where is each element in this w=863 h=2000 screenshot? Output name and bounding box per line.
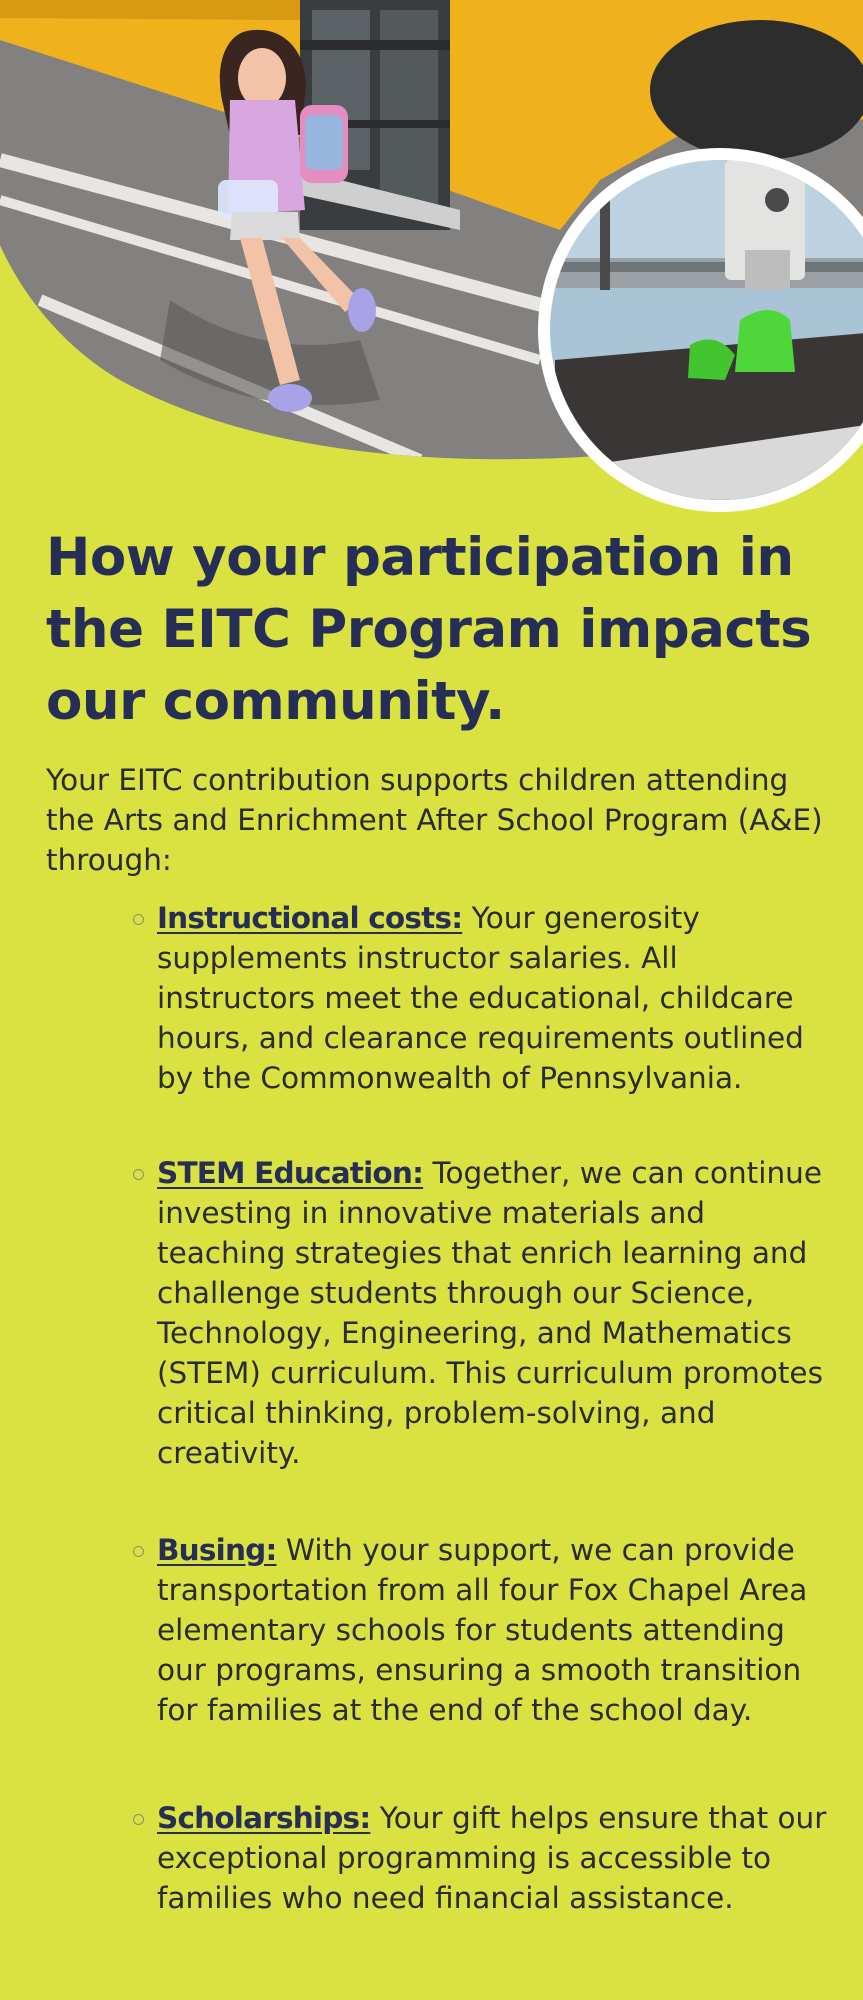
intro-paragraph: Your EITC contribution supports children attending the Arts and Enrichment After School Program (A&E) through: — [46, 763, 823, 877]
bullet-circle-icon — [133, 1814, 144, 1825]
hero-illustration — [0, 0, 863, 540]
bullet-circle-icon — [133, 1169, 144, 1180]
list-item-instructional-costs — [157, 898, 827, 1098]
hero-images — [0, 0, 863, 540]
item-title: Instructional costs: — [157, 901, 463, 935]
list-item-stem-education — [157, 1153, 827, 1473]
bullet-circle-icon — [133, 1546, 144, 1557]
item-text: Together, we can continue investing in innovative materials and teaching strategies that enrich learning and challenge students through our Science, Technology, Engineering, and Mathematics (STEM) curriculum. This curriculum promotes critical thinking, problem-solving, and creativity. — [157, 1156, 823, 1470]
bullet-circle-icon — [133, 914, 144, 925]
item-text: With your support, we can provide transportation from all four Fox Chapel Area elementary schools for students attending our programs, ensuring a smooth transition for families at the end of the school day. — [157, 1533, 808, 1727]
list-item-scholarships — [157, 1798, 827, 1918]
item-text: Your generosity supplements instructor salaries. All instructors meet the educational, childcare hours, and clearance requirements outlined by the Commonwealth of Pennsylvania. — [157, 901, 804, 1095]
item-text: Your gift helps ensure that our exceptional programming is accessible to families who need financial assistance. — [157, 1801, 827, 1915]
item-title: Busing: — [157, 1533, 277, 1567]
page-title: How your participation in the EITC Program impacts our community. — [46, 527, 812, 732]
item-title: STEM Education: — [157, 1156, 424, 1190]
list-item-busing — [157, 1530, 827, 1730]
item-title: Scholarships: — [157, 1801, 371, 1835]
